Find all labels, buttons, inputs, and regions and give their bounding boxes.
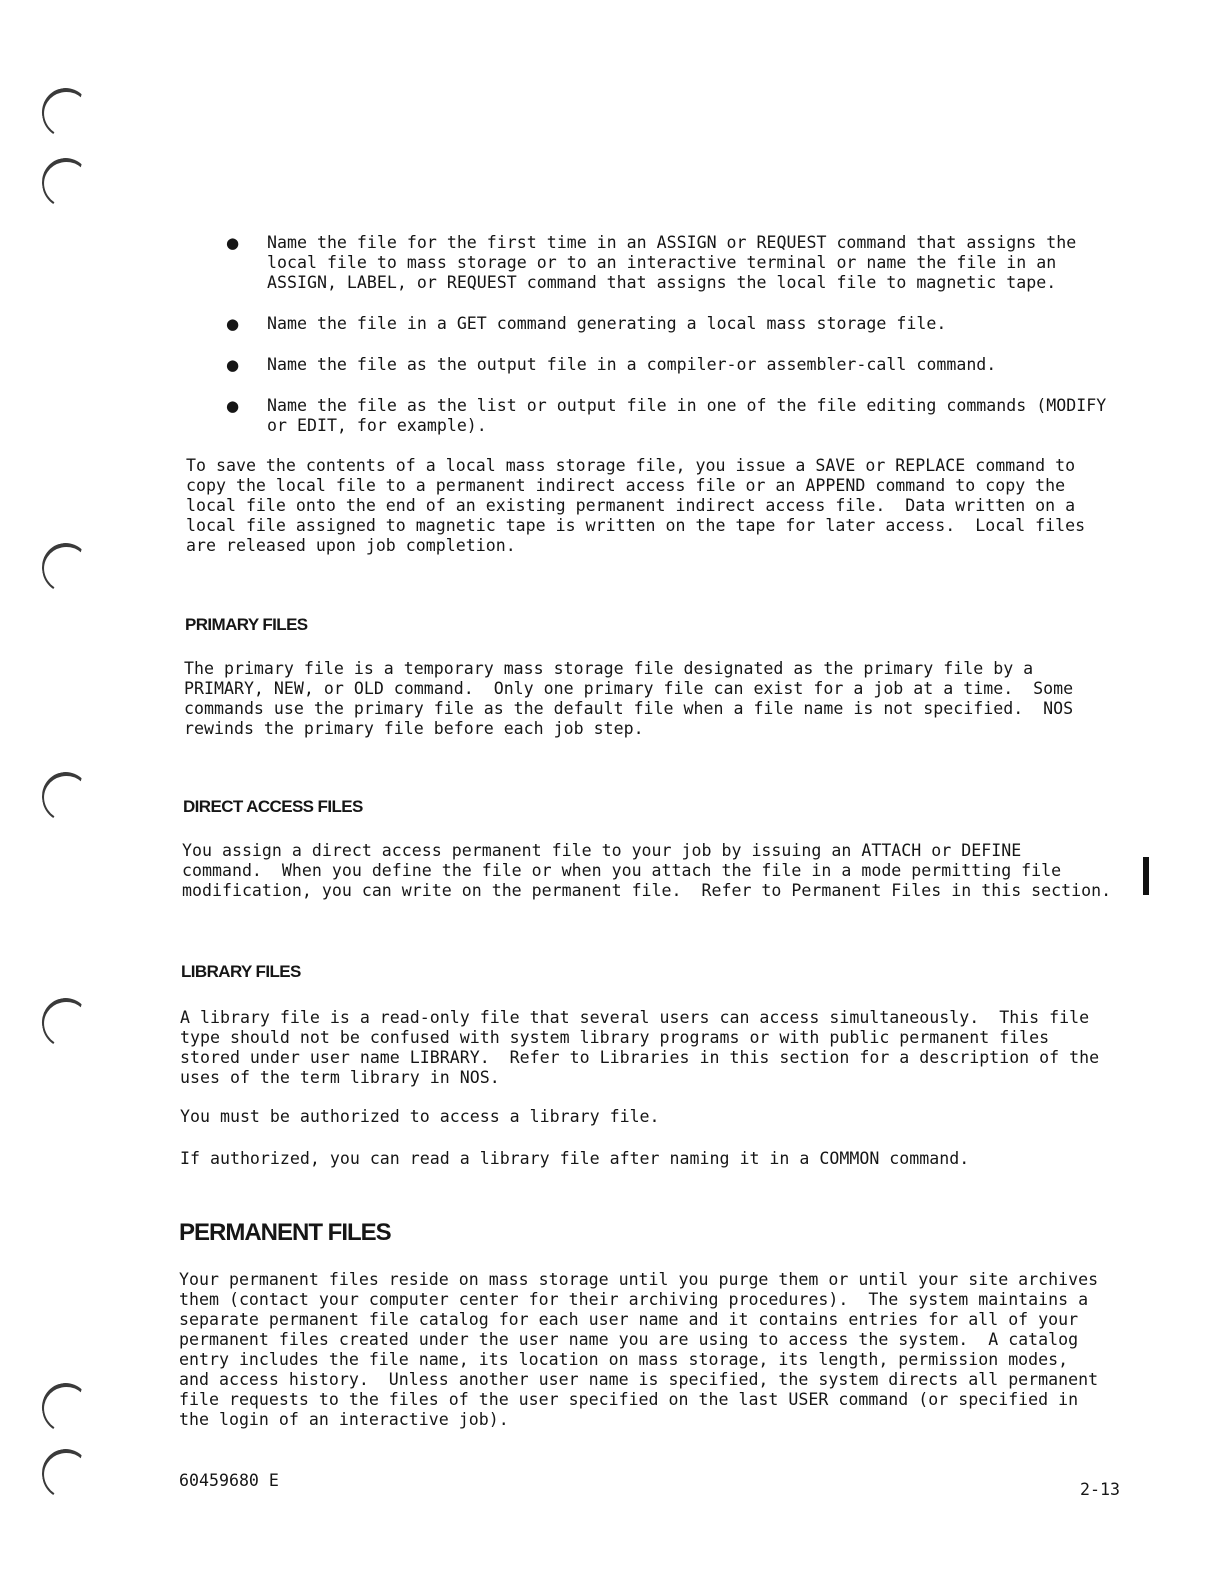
bullet-icon: ● — [226, 397, 240, 415]
document-number: 60459680 E — [179, 1471, 279, 1490]
library-files-paragraph: A library file is a read-only file that several users can access simultaneously. This file type should not be confused with system library programs or with public permanent files stored under user name LIBRARY. Refer to Libraries in this section for a description of the uses of the term library in NOS. — [180, 1008, 1100, 1087]
section-heading-primary-files: PRIMARY FILES — [185, 615, 308, 634]
binder-hole-1 — [37, 84, 94, 143]
list-item — [226, 233, 1156, 293]
bullet-icon: ● — [226, 356, 240, 374]
list-item — [226, 355, 1156, 375]
bullet-icon: ● — [226, 315, 240, 333]
section-heading-library-files: LIBRARY FILES — [181, 962, 301, 981]
bullet-list — [226, 233, 1156, 457]
bullet-text: Name the file as the output file in a compiler-or assembler-call command. — [267, 355, 997, 374]
binder-hole-6 — [37, 1379, 94, 1438]
page-number: 2-13 — [1080, 1480, 1120, 1499]
binder-hole-7 — [37, 1445, 94, 1504]
library-common-paragraph: If authorized, you can read a library file after naming it in a COMMON command. — [180, 1149, 970, 1168]
bullet-icon: ● — [226, 234, 240, 252]
bullet-text: Name the file in a GET command generating a local mass storage file. — [267, 314, 947, 333]
section-heading-direct-access-files: DIRECT ACCESS FILES — [183, 797, 363, 816]
local-files-paragraph: To save the contents of a local mass storage file, you issue a SAVE or REPLACE command to copy the local file to a permanent indirect access file or an APPEND command to copy the local file onto the end of an existing permanent indirect access file. Data written on a local file assigned to magnetic tape is written on the tape for later access. Local files are released upon job completion. — [186, 456, 1086, 555]
bullet-text: Name the file as the list or output file in one of the file editing commands (MODIFY or EDIT, for example). — [267, 396, 1107, 435]
primary-files-paragraph: The primary file is a temporary mass storage file designated as the primary file by a PRIMARY, NEW, or OLD command. Only one primary file can exist for a job at a time. Some commands use the primary file as the default file when a file name is not specified. NOS rewinds the primary file before each job step. — [184, 659, 1074, 738]
revision-change-bar — [1143, 857, 1149, 895]
list-item — [226, 396, 1156, 436]
bullet-text: Name the file for the first time in an ASSIGN or REQUEST command that assigns the local file to mass storage or to an interactive terminal or name the file in an ASSIGN, LABEL, or REQUEST command that assigns the local file to magnetic tape. — [267, 233, 1077, 292]
binder-hole-2 — [37, 154, 94, 213]
binder-hole-3 — [37, 539, 94, 598]
permanent-files-paragraph: Your permanent files reside on mass storage until you purge them or until your site archives them (contact your computer center for their archiving procedures). The system maintains a separate permanent file catalog for each user name and it contains entries for all of your permanent files created under the user name you are using to access the system. A catalog entry includes the file name, its location on mass storage, its length, permission modes, and access history. Unless another user name is specified, the system directs all permanent file requests to the files of the user specified on the last USER command (or specified in the login of an interactive job). — [179, 1270, 1099, 1429]
section-heading-permanent-files: PERMANENT FILES — [179, 1219, 391, 1246]
binder-hole-5 — [37, 994, 94, 1053]
binder-hole-4 — [37, 768, 94, 827]
direct-access-paragraph: You assign a direct access permanent file to your job by issuing an ATTACH or DEFINE command. When you define the file or when you attach the file in a mode permitting file modification, you can write on the permanent file. Refer to Permanent Files in this section. — [182, 841, 1112, 900]
library-authorized-paragraph: You must be authorized to access a library file. — [180, 1107, 660, 1126]
list-item — [226, 314, 1156, 334]
